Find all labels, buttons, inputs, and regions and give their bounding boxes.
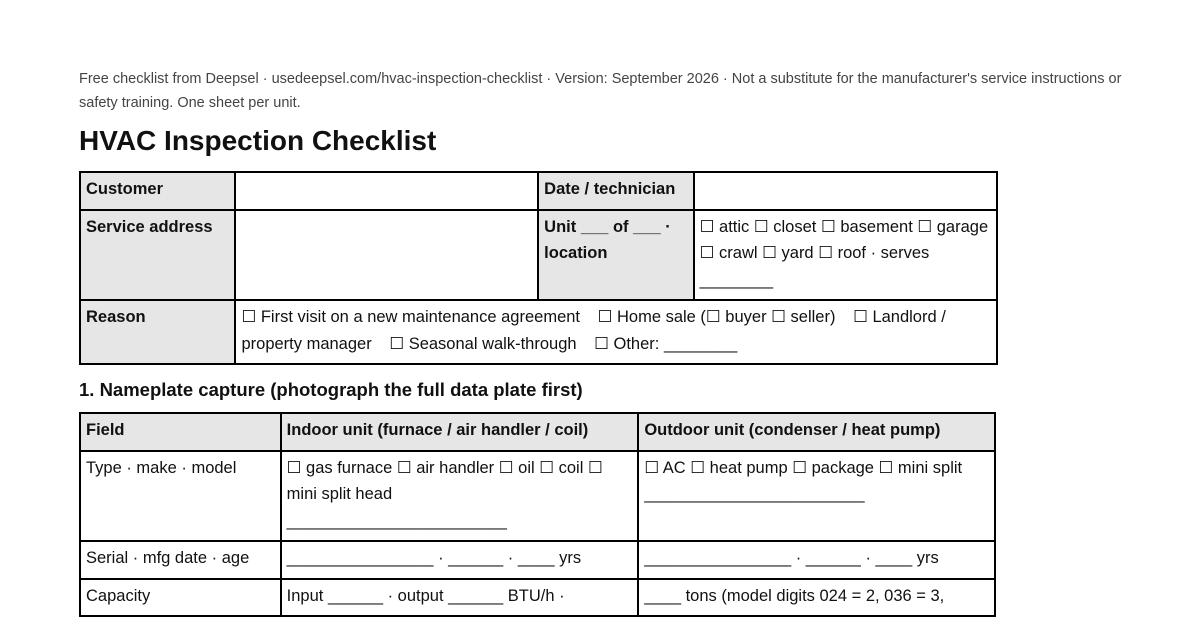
unit-location-label: Unit ___ of ___ · location xyxy=(538,210,694,301)
column-header-outdoor: Outdoor unit (condenser / heat pump) xyxy=(638,413,995,451)
indoor-type-options[interactable]: ☐ gas furnace ☐ air handler ☐ oil ☐ coil ☐ mini split head xyxy=(286,458,603,503)
reason-label: Reason xyxy=(80,300,235,364)
info-row-address xyxy=(80,210,997,301)
outdoor-model-blank[interactable]: ________________________ xyxy=(644,485,865,503)
service-address-field[interactable] xyxy=(235,210,538,301)
customer-field[interactable] xyxy=(235,172,538,210)
outdoor-serial-cell[interactable]: ________________ · ______ · ____ yrs xyxy=(638,541,995,579)
info-row-customer xyxy=(80,172,997,210)
unit-location-options[interactable]: ☐ attic ☐ closet ☐ basement ☐ garage ☐ crawl ☐ yard ☐ roof · serves ________ xyxy=(694,210,997,301)
job-info-table xyxy=(79,171,998,365)
indoor-model-blank[interactable]: ________________________ xyxy=(286,511,507,530)
indoor-capacity-cell[interactable]: Input ______ · output ______ BTU/h · xyxy=(281,579,639,617)
indoor-serial-cell[interactable]: ________________ · ______ · ____ yrs xyxy=(281,541,639,579)
column-header-field: Field xyxy=(80,413,281,451)
row-label-type: Type · make · model xyxy=(80,451,281,542)
nameplate-table xyxy=(79,412,996,617)
table-row xyxy=(80,579,995,617)
nameplate-header-row xyxy=(80,413,995,451)
reason-option-new-agreement[interactable]: ☐ First visit on a new maintenance agreement xyxy=(241,308,581,326)
outdoor-type-options[interactable]: ☐ AC ☐ heat pump ☐ package ☐ mini split xyxy=(644,458,963,477)
customer-label: Customer xyxy=(80,172,235,210)
section-1-heading: 1. Nameplate capture (photograph the full data plate first) xyxy=(79,379,583,400)
service-address-label: Service address xyxy=(80,210,235,301)
outdoor-type-cell[interactable] xyxy=(638,451,995,542)
outdoor-capacity-cell[interactable]: ____ tons (model digits 024 = 2, 036 = 3, xyxy=(638,579,995,617)
row-label-capacity: Capacity xyxy=(80,579,281,617)
reason-option-landlord[interactable]: ☐ Landlord / property manager xyxy=(241,308,946,353)
page-title: HVAC Inspection Checklist xyxy=(79,125,437,156)
document-meta-line: Free checklist from Deepsel · usedeepsel.com/hvac-inspection-checklist · Version: September 2026 · Not a substitute for the manufacturer's service instructions or safety training. One sheet per unit. xyxy=(79,71,1122,111)
column-header-indoor: Indoor unit (furnace / air handler / coil) xyxy=(281,413,639,451)
reason-option-other[interactable]: ☐ Other: ________ xyxy=(594,334,738,353)
checklist-page xyxy=(79,68,1139,617)
indoor-type-cell[interactable] xyxy=(281,451,639,542)
reason-option-seasonal[interactable]: ☐ Seasonal walk-through xyxy=(389,334,577,353)
info-row-reason xyxy=(80,300,997,364)
table-row xyxy=(80,451,995,542)
reason-options xyxy=(235,300,997,364)
date-technician-label: Date / technician xyxy=(538,172,694,210)
reason-option-home-sale[interactable]: ☐ Home sale (☐ buyer ☐ seller) xyxy=(597,308,836,326)
date-technician-field[interactable] xyxy=(694,172,997,210)
table-row xyxy=(80,541,995,579)
row-label-serial: Serial · mfg date · age xyxy=(80,541,281,579)
